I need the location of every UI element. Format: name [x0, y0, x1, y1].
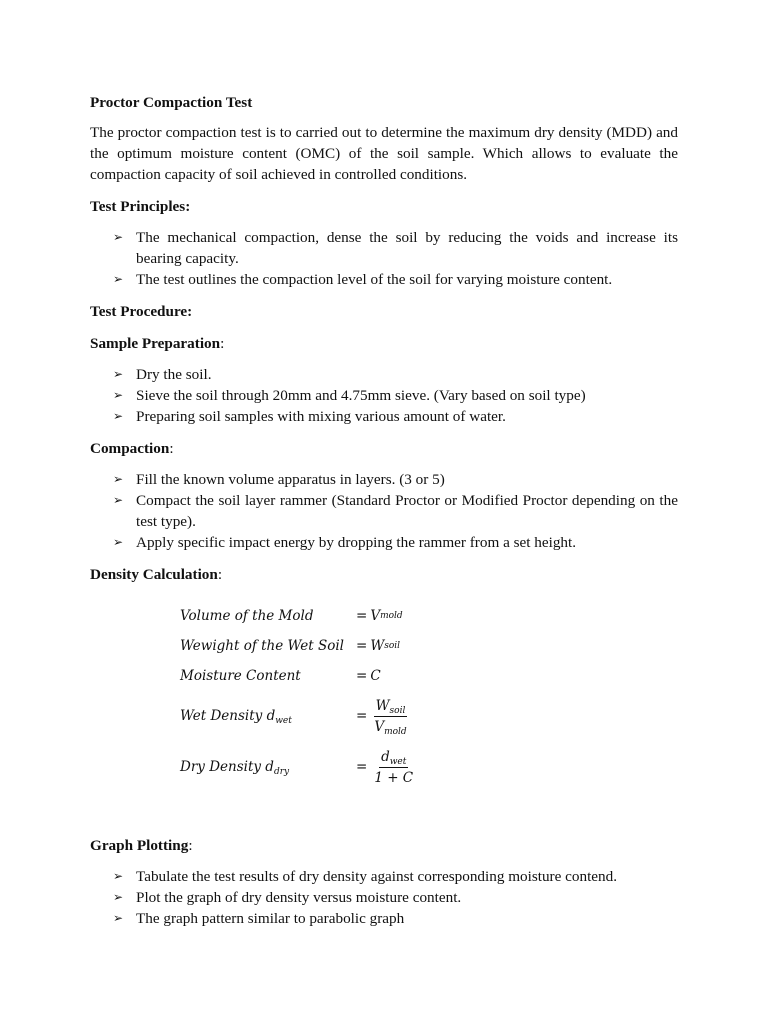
list-item: ➢ Sieve the soil through 20mm and 4.75mm sieve. (Vary based on soil type): [113, 387, 586, 404]
test-procedure-heading: Test Procedure:: [90, 303, 193, 320]
intro-paragraph: The proctor compaction test is to carried out to determine the maximum dry density (MDD) and the optimum moisture content (OMC) of the soil sample. Which allows to evaluate the compaction capacity of soil achieved in controlled conditions.: [90, 124, 678, 183]
compaction-list: [90, 469, 678, 553]
list-item: ➢ The mechanical compaction, dense the soil by reducing the voids and increase its bearing capacity.: [113, 229, 678, 267]
equation-dry-density: Dry Density $d_{dry}$ = $\frac{d_{wet}}{1 + C}$: [180, 748, 414, 786]
arrow-bullet-icon: ➢: [113, 367, 124, 381]
compaction-heading: Compaction:: [90, 440, 174, 457]
test-principles-list: [90, 227, 678, 290]
list-item: ➢ The graph pattern similar to parabolic graph: [113, 910, 405, 927]
document-title: Proctor Compaction Test: [90, 94, 253, 111]
arrow-bullet-icon: ➢: [113, 409, 124, 423]
document-page: [90, 92, 678, 929]
arrow-bullet-icon: ➢: [113, 272, 124, 286]
equation-moisture: Moisture Content = C: [180, 667, 381, 684]
list-item: ➢ The test outlines the compaction level of the soil for varying moisture content.: [113, 271, 613, 288]
arrow-bullet-icon: ➢: [113, 869, 124, 883]
equation-weight: Wewight of the Wet Soil = W soil: [180, 637, 400, 654]
density-calculation-heading: Density Calculation:: [90, 566, 223, 583]
density-equations: [180, 601, 678, 793]
list-item: ➢ Tabulate the test results of dry density against corresponding moisture contend.: [113, 868, 618, 885]
list-item: ➢ Apply specific impact energy by dropping the rammer from a set height.: [113, 534, 577, 551]
sample-preparation-list: [90, 364, 678, 427]
arrow-bullet-icon: ➢: [113, 493, 124, 507]
arrow-bullet-icon: ➢: [113, 388, 124, 402]
equation-wet-density: Wet Density $d_{wet}$ = $\frac{W_{soil}}{V_{mold}}$: [180, 697, 407, 737]
arrow-bullet-icon: ➢: [113, 911, 124, 925]
arrow-bullet-icon: ➢: [113, 535, 124, 549]
arrow-bullet-icon: ➢: [113, 472, 124, 486]
equation-volume: Volume of the Mold = V mold: [180, 607, 403, 624]
test-principles-heading: Test Principles:: [90, 198, 191, 215]
graph-plotting-heading: Graph Plotting:: [90, 837, 193, 854]
arrow-bullet-icon: ➢: [113, 230, 124, 244]
list-item: ➢ Dry the soil.: [113, 366, 212, 383]
sample-preparation-heading: Sample Preparation:: [90, 335, 225, 352]
list-item: ➢ Preparing soil samples with mixing various amount of water.: [113, 408, 506, 425]
graph-plotting-list: [90, 866, 678, 929]
arrow-bullet-icon: ➢: [113, 890, 124, 904]
list-item: ➢ Compact the soil layer rammer (Standard Proctor or Modified Proctor depending on the test type).: [113, 492, 678, 530]
list-item: ➢ Plot the graph of dry density versus moisture content.: [113, 889, 462, 906]
list-item: ➢ Fill the known volume apparatus in layers. (3 or 5): [113, 471, 445, 488]
